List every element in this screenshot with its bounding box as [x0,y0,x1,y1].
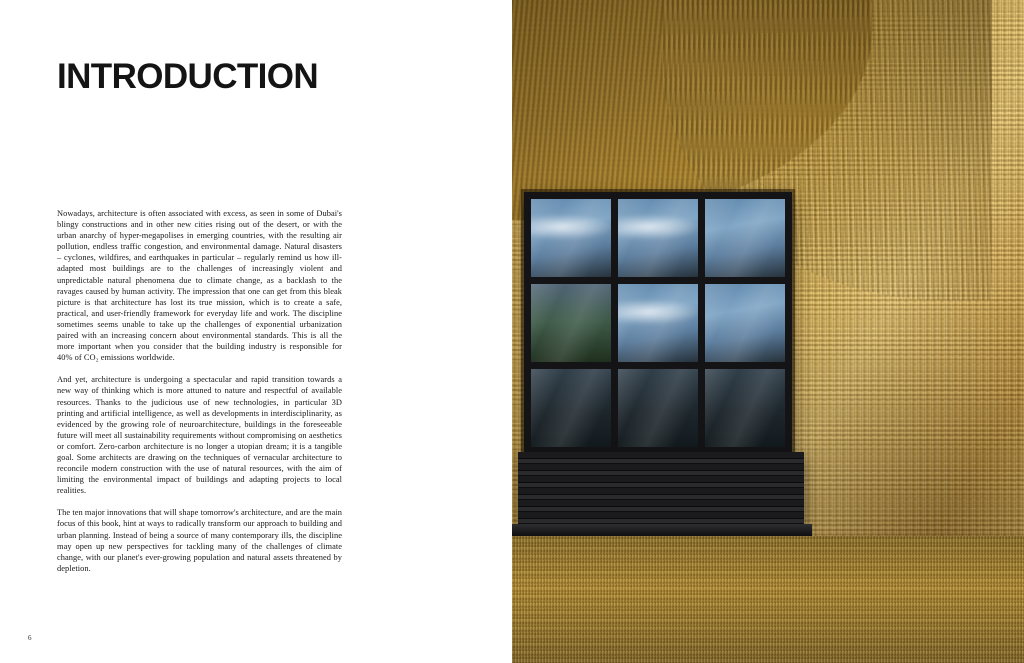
paragraph-3: The ten major innovations that will shape tomorrow's architecture, and are the main focus of this book, hint at ways to radically transform our approach to building and urban planning. Instead of being a source of many contemporary ills, the discipline may open up new perspectives for tackling many of the challenges of climate change, with our planet's ever-growing population and natural assets threatened by depletion. [57,508,342,573]
window-panes [531,199,785,447]
window-pane [705,284,785,362]
window-pane [618,199,698,277]
window-sill-slats [518,452,804,530]
page-title: INTRODUCTION [57,57,319,97]
window-pane [531,369,611,447]
window-pane [618,284,698,362]
right-page-photograph [512,0,1024,663]
body-text [57,208,342,574]
window-frame [524,192,792,454]
window-pane [705,199,785,277]
page-number: 6 [28,634,32,642]
window-pane [531,284,611,362]
window-pane [705,369,785,447]
window-pane [531,199,611,277]
thatch-wall-below [512,536,1024,663]
window-pane [618,369,698,447]
paragraph-2: And yet, architecture is undergoing a spectacular and rapid transition towards a new way of thinking which is more attuned to nature and respectful of available resources. Thanks to the judicious use of new technologies, in particular 3D printing and artificial intelligence, as well as developments in interdisciplinarity, as evidenced by the growing role of neuroarchitecture, buildings in the foreseeable future will meet all sustainability requirements without compromising on aesthetics or comfort. Zero-carbon architecture is no longer a utopian dream; it is a tangible goal. Some architects are drawing on the techniques of vernacular architecture to reconcile modern construction with the use of natural resources, with the aim of limiting the environmental impact of buildings and adapting projects to local realities. [57,375,342,496]
paragraph-1: Nowadays, architecture is often associated with excess, as seen in some of Dubai's blingy constructions and in other new cities rising out of the desert, or with the urban anarchy of hyper-megapolises in emerging countries, with the resulting air pollution, endless traffic congestion, and environmental damage. Natural disasters – cyclones, wildfires, and earthquakes in particular – regularly remind us how ill-adapted most buildings are to the challenges of increasingly violent and unpredictable natural phenomena due to climate change, as a backlash to the ravages caused by human activity. The impression that one can get from this bleak picture is that architecture has lost its true mission, which is to create a safe, practical, and user-friendly framework for everyday life and work. The discipline sometimes seems unable to take up the challenges of exponential urbanization paired with an increasing concern about environmental standards. This is all the more important when you consider that the building industry is responsible for 40% of CO₂ emissions worldwide. [57,209,342,363]
